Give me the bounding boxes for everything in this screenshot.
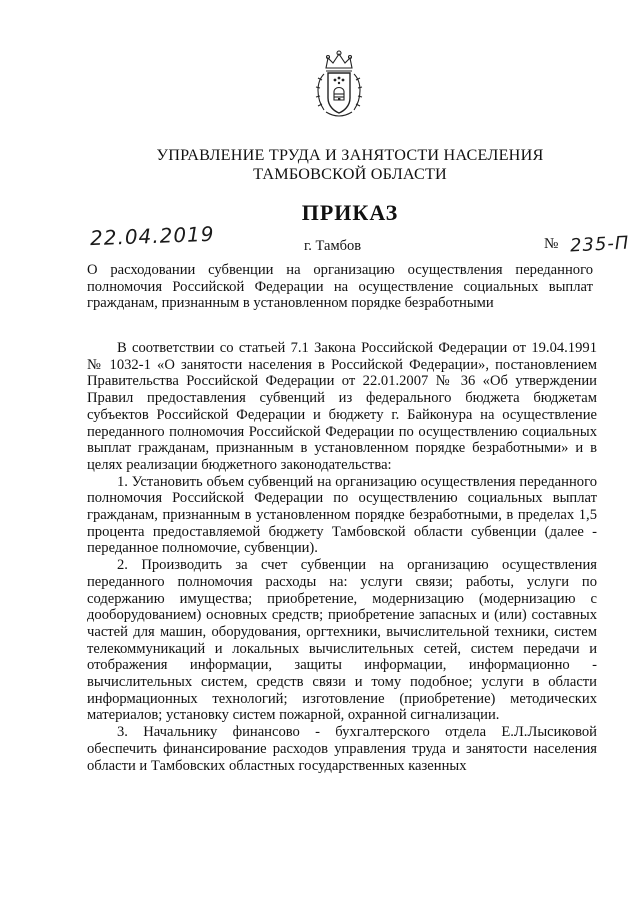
preamble-paragraph: В соответствии со статьей 7.1 Закона Российской Федерации от 19.04.1991 № 1032-1 «О занятости населения в Российской Федерации», постановлением Правительства Российской Федерации от 22.01.2007 № 36 «Об утверждении Правил предоставления субвенций из федерального бюджета бюджетам субъектов Российской Федерации и бюджету г. Байконура на осуществление переданного полномочия Российской Федерации по осуществлению социальных выплат гражданам, признанным в установленном порядке безработными» и в целях реализации бюджетного законодательства: [87, 340, 597, 473]
organization-name: УПРАВЛЕНИЕ ТРУДА И ЗАНЯТОСТИ НАСЕЛЕНИЯ [156, 146, 544, 164]
order-item-2: 2. Производить за счет субвенции на организацию осуществления переданного полномочия расходы на: услуги связи; работы, услуги по содержанию имущества; приобретение, модернизацию (модернизацию с дооборудованием) основных средств; приобретение запасных и (или) составных частей для машин, оборудования, оргтехники, вычислительной техники, систем телекоммуникаций и локальных вычислительных сетей, систем передачи и отображения информации, защиты информации, информационно - вычислительных систем, средств связи и тому подобное; услуги в области информационных технологий; изготовление (приобретение) методических материалов; установку систем пожарной, охранной сигнализации. [87, 557, 597, 724]
organization-region: ТАМБОВСКОЙ ОБЛАСТИ [253, 165, 447, 183]
order-item-3: 3. Начальнику финансово - бухгалтерского отдела Е.Л.Лысиковой обеспечить финансирование расходов управления труда и занятости населения области и Тамбовских областных государственных казенных [87, 724, 597, 774]
handwritten-number: 235-П [569, 232, 630, 257]
number-sign: № [544, 236, 559, 252]
city-label: г. Тамбов [304, 238, 362, 254]
coat-of-arms-icon [314, 48, 364, 122]
order-body [87, 340, 597, 774]
document-title: ПРИКАЗ [301, 200, 399, 225]
handwritten-date: 22.04.2019 [89, 221, 215, 251]
order-item-1: 1. Установить объем субвенций на организацию осуществления переданного полномочия Российской Федерации по осуществлению социальных выплат гражданам, признанным в установленном порядке безработными, в пределах 1,5 процента предоставляемой бюджету Тамбовской области субвенции (далее - переданное полномочие, субвенции). [87, 473, 597, 557]
order-subject: О расходовании субвенции на организацию осуществления переданного полномочия Российской Федерации на осуществление социальных выплат гражданам, признанным в установленном порядке безработными [87, 262, 593, 311]
